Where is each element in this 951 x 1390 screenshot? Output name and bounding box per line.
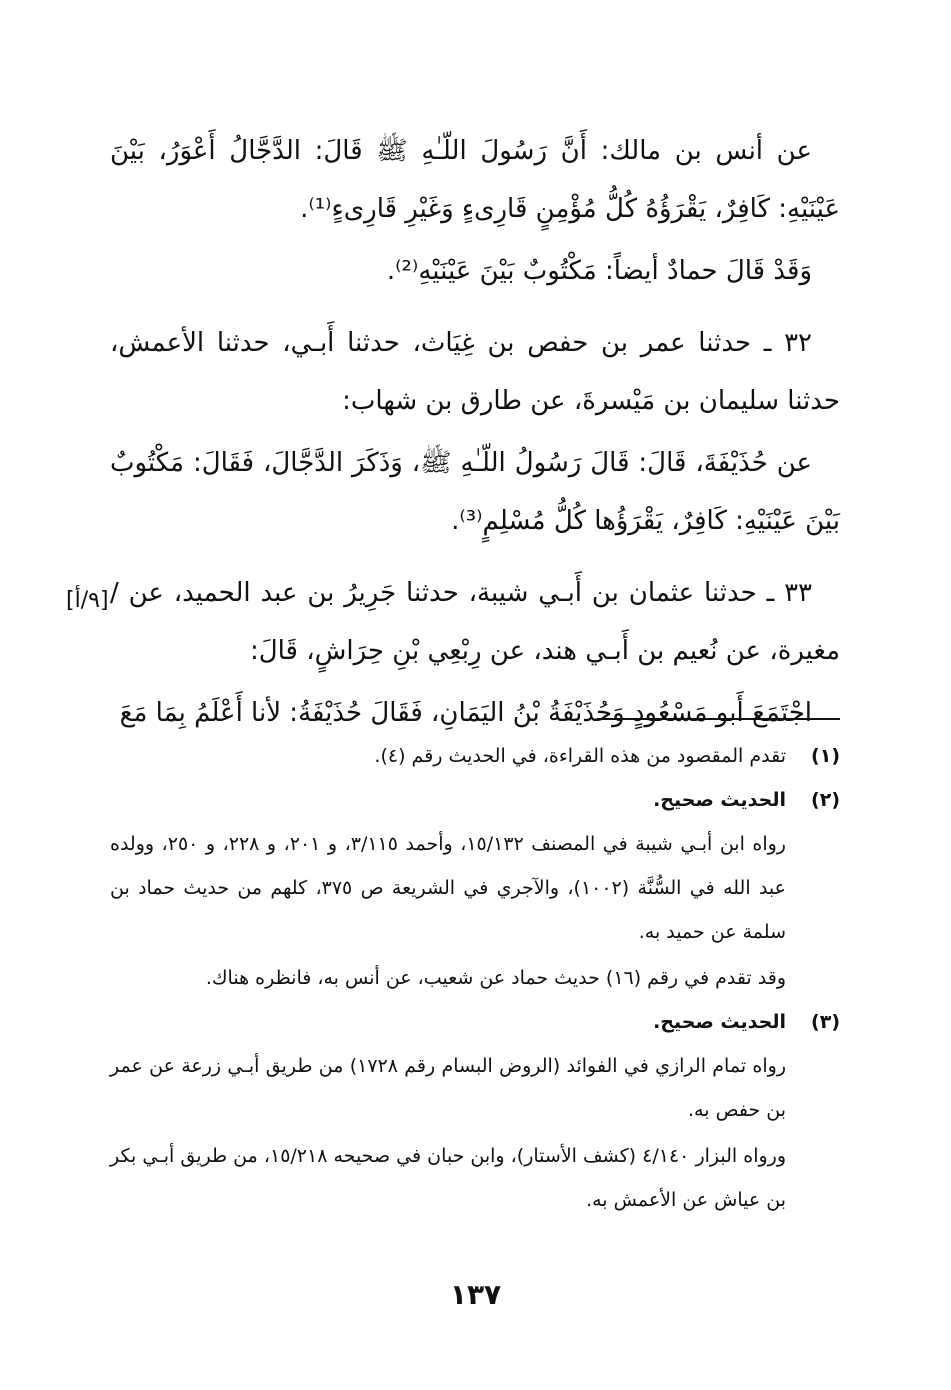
paragraph-hudhayfa-matn: عن حُذَيْفَةَ، قَالَ: قَالَ رَسُولُ اللّـٰهِ ﷺ، وَذَكَرَ الدَّجَّالَ، فَقَالَ: مَكْتُوبٌ بَيْنَ عَيْنَيْهِ: كَافِرٌ، يَقْرَؤُها كُلُّ مُسْلِمٍ⁽³⁾. bbox=[110, 448, 840, 536]
footnote-text: تقدم المقصود من هذه القراءة، في الحديث رقم (٤). bbox=[374, 745, 786, 767]
footnote-separator bbox=[597, 718, 840, 720]
main-text bbox=[110, 122, 840, 750]
footnote-number: (١) bbox=[811, 745, 840, 767]
paragraph-hadith-33-isnad: ٣٣ ـ حدثنا عثمان بن أَبـي شيبة، حدثنا جَرِيرُ بن عبد الحميد، عن / مغيرة، عن نُعيم بن أَبـي هند، عن رِبْعِي بْنِ حِرَاشٍ، قَالَ: bbox=[110, 578, 840, 666]
paragraph-hadith-32-isnad: ٣٢ ـ حدثنا عمر بن حفص بن غِيَاث، حدثنا أَبـي، حدثنا الأعمش، حدثنا سليمان بن مَيْسرةَ، عن طارق بن شهاب: bbox=[110, 328, 840, 416]
footnote-number: (٣) bbox=[811, 1011, 840, 1033]
footnote-body: رواه ابن أبـي شيبة في المصنف ١٥/١٣٢، وأحمد ٣/١١٥، و ٢٠١، و ٢٢٨، و ٢٥٠، وولده عبد الله في السُّنَّة (١٠٠٢)، والآجري في الشريعة ص ٣٧٥، كلهم من حديث حماد بن سلمة عن حميد به. bbox=[110, 833, 786, 943]
footnote-number: (٢) bbox=[811, 789, 840, 811]
paragraph-anas-hadith: عن أنس بن مالك: أَنَّ رَسُولَ اللّـٰهِ ﷺ قَالَ: الدَّجَّالُ أَعْوَرُ، بَيْنَ عَيْنَيْهِ: كَافِرٌ، يَقْرَؤُهُ كُلُّ مُؤْمِنٍ قَارِىءٍ وَغَيْرِ قَارِىءٍ⁽¹⁾. bbox=[110, 136, 840, 224]
paragraph-hammad-note: وَقَدْ قَالَ حمادٌ أيضاً: مَكْتُوبٌ بَيْنَ عَيْنَيْهِ⁽²⁾. bbox=[386, 256, 812, 286]
footnotes bbox=[110, 734, 840, 1222]
footnote-title: الحديث صحيح. bbox=[653, 1011, 786, 1033]
page-number: ١٣٧ bbox=[449, 1278, 502, 1311]
footnote-body: وقد تقدم في رقم (١٦) حديث حماد عن شعيب، عن أنس به، فانظره هناك. bbox=[205, 967, 786, 989]
footnote-title: الحديث صحيح. bbox=[653, 789, 786, 811]
manuscript-folio-ref: [٩/أ] bbox=[66, 588, 109, 613]
footnote-3 bbox=[110, 1000, 840, 1222]
footnote-body: ورواه البزار ٤/١٤٠ (كشف الأستار)، وابن حبان في صحيحه ١٥/٢١٨، من طريق أبـي بكر بن عياش عن الأعمش به. bbox=[110, 1145, 787, 1211]
footnote-body: رواه تمام الرازي في الفوائد (الروض البسام رقم ١٧٢٨) من طريق أبـي زرعة عن عمر بن حفص به. bbox=[110, 1055, 787, 1121]
paragraph-ibn-masud-matn: اجْتَمَعَ أَبو مَسْعُودٍ وَحُذَيْفَةُ بْنُ اليَمَانِ، فَقَالَ حُذَيْفَةُ: لأنا أَعْلَمُ بِمَا مَعَ bbox=[119, 698, 812, 728]
footnote-2 bbox=[110, 778, 840, 1000]
footnote-1 bbox=[110, 734, 840, 778]
